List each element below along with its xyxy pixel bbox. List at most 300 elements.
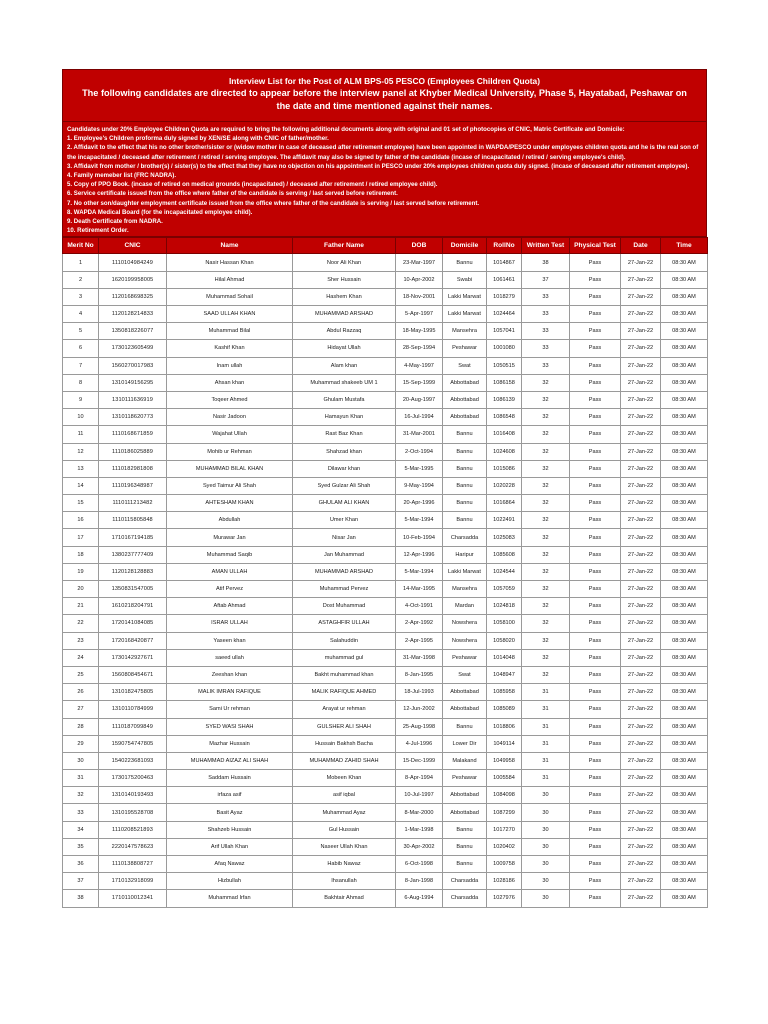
table-row: [63, 838, 708, 855]
cell-cnic: 1560808454671: [99, 666, 167, 683]
cell-merit-no: 34: [63, 821, 99, 838]
cell-physical-test: Pass: [570, 821, 621, 838]
table-row: [63, 306, 708, 323]
cell-father-name: Hidayat Ullah: [293, 340, 396, 357]
cell-physical-test: Pass: [570, 701, 621, 718]
cell-merit-no: 12: [63, 443, 99, 460]
cell-date: 27-Jan-22: [621, 288, 661, 305]
cell-written-test: 30: [522, 890, 570, 907]
cell-roll-no: 1014048: [487, 649, 522, 666]
cell-written-test: 33: [522, 357, 570, 374]
cell-date: 27-Jan-22: [621, 598, 661, 615]
cell-dob: 6-Oct-1998: [396, 856, 443, 873]
note-line: 7. No other son/daughter employment certificate issued from the office where father of the candidate is serving / last served before retirement.: [67, 199, 480, 207]
cell-name: MUHAMMAD BILAL KHAN: [167, 460, 293, 477]
cell-merit-no: 21: [63, 598, 99, 615]
column-header-name: Name: [167, 238, 293, 254]
cell-merit-no: 31: [63, 770, 99, 787]
cell-time: 08:30 AM: [661, 271, 708, 288]
cell-physical-test: Pass: [570, 752, 621, 769]
cell-time: 08:30 AM: [661, 684, 708, 701]
cell-domicile: Nowshera: [443, 632, 487, 649]
cell-date: 27-Jan-22: [621, 409, 661, 426]
cell-father-name: MUHAMMAD ARSHAD: [293, 306, 396, 323]
cell-domicile: Charsadda: [443, 890, 487, 907]
cell-cnic: 1110168671859: [99, 426, 167, 443]
cell-roll-no: 1005584: [487, 770, 522, 787]
required-documents-notes: [63, 121, 706, 236]
cell-date: 27-Jan-22: [621, 340, 661, 357]
cell-time: 08:30 AM: [661, 598, 708, 615]
cell-date: 27-Jan-22: [621, 391, 661, 408]
cell-roll-no: 1086139: [487, 391, 522, 408]
cell-time: 08:30 AM: [661, 512, 708, 529]
cell-physical-test: Pass: [570, 546, 621, 563]
cell-time: 08:30 AM: [661, 804, 708, 821]
cell-roll-no: 1020402: [487, 838, 522, 855]
cell-father-name: Rast Baz Khan: [293, 426, 396, 443]
cell-written-test: 32: [522, 615, 570, 632]
cell-written-test: 32: [522, 495, 570, 512]
cell-date: 27-Jan-22: [621, 426, 661, 443]
cell-roll-no: 1061461: [487, 271, 522, 288]
cell-dob: 4-May-1997: [396, 357, 443, 374]
cell-domicile: Malakand: [443, 752, 487, 769]
cell-time: 08:30 AM: [661, 340, 708, 357]
cell-cnic: 1110187099849: [99, 718, 167, 735]
cell-domicile: Abbottabad: [443, 804, 487, 821]
cell-father-name: Gul Hussain: [293, 821, 396, 838]
table-row: [63, 546, 708, 563]
cell-merit-no: 38: [63, 890, 99, 907]
cell-father-name: Mobeen Khan: [293, 770, 396, 787]
cell-date: 27-Jan-22: [621, 323, 661, 340]
cell-dob: 10-Feb-1994: [396, 529, 443, 546]
cell-date: 27-Jan-22: [621, 254, 661, 271]
cell-domicile: Charsadda: [443, 529, 487, 546]
cell-physical-test: Pass: [570, 873, 621, 890]
note-line: 6. Service certificate issued from the office where father of the candidate is serving / last served before retirement.: [67, 190, 398, 198]
cell-time: 08:30 AM: [661, 306, 708, 323]
note-line: 9. Death Certificate from NADRA.: [67, 218, 163, 226]
cell-roll-no: 1087299: [487, 804, 522, 821]
cell-written-test: 30: [522, 873, 570, 890]
cell-dob: 10-Jul-1997: [396, 787, 443, 804]
table-row: [63, 821, 708, 838]
cell-time: 08:30 AM: [661, 529, 708, 546]
cell-date: 27-Jan-22: [621, 752, 661, 769]
cell-dob: 2-Apr-1992: [396, 615, 443, 632]
cell-written-test: 33: [522, 323, 570, 340]
cell-domicile: Bannu: [443, 821, 487, 838]
cell-dob: 8-Apr-1994: [396, 770, 443, 787]
cell-written-test: 32: [522, 477, 570, 494]
cell-domicile: Charsadda: [443, 873, 487, 890]
cell-name: Muhammad Irfan: [167, 890, 293, 907]
cell-physical-test: Pass: [570, 735, 621, 752]
cell-name: Hizbullah: [167, 873, 293, 890]
cell-physical-test: Pass: [570, 443, 621, 460]
note-line: 5. Copy of PPO Book. (incase of retired on medical grounds (incapacitated) / deceased after retirement / retired employee child).: [67, 181, 438, 189]
table-row: [63, 426, 708, 443]
cell-cnic: 1720141084085: [99, 615, 167, 632]
table-row: [63, 649, 708, 666]
cell-date: 27-Jan-22: [621, 563, 661, 580]
cell-physical-test: Pass: [570, 598, 621, 615]
cell-date: 27-Jan-22: [621, 632, 661, 649]
cell-cnic: 1540223681093: [99, 752, 167, 769]
cell-merit-no: 29: [63, 735, 99, 752]
cell-physical-test: Pass: [570, 615, 621, 632]
table-row: [63, 495, 708, 512]
cell-name: SAAD ULLAH KHAN: [167, 306, 293, 323]
cell-roll-no: 1048947: [487, 666, 522, 683]
cell-date: 27-Jan-22: [621, 787, 661, 804]
cell-name: Kashif Khan: [167, 340, 293, 357]
cell-time: 08:30 AM: [661, 546, 708, 563]
interview-list-sheet: [62, 69, 707, 908]
cell-father-name: Alam khan: [293, 357, 396, 374]
cell-physical-test: Pass: [570, 340, 621, 357]
cell-physical-test: Pass: [570, 288, 621, 305]
cell-time: 08:30 AM: [661, 581, 708, 598]
cell-dob: 5-Mar-1994: [396, 563, 443, 580]
cell-domicile: Abbottabad: [443, 391, 487, 408]
cell-physical-test: Pass: [570, 512, 621, 529]
cell-cnic: 1310110784999: [99, 701, 167, 718]
cell-father-name: Dilawar khan: [293, 460, 396, 477]
cell-cnic: 1110115805848: [99, 512, 167, 529]
table-row: [63, 323, 708, 340]
column-header-date: Date: [621, 238, 661, 254]
table-row: [63, 718, 708, 735]
cell-name: Mohib ur Rehman: [167, 443, 293, 460]
cell-domicile: Peshawar: [443, 649, 487, 666]
cell-time: 08:30 AM: [661, 288, 708, 305]
cell-date: 27-Jan-22: [621, 615, 661, 632]
cell-time: 08:30 AM: [661, 460, 708, 477]
cell-domicile: Peshawar: [443, 770, 487, 787]
cell-dob: 4-Jul-1996: [396, 735, 443, 752]
cell-merit-no: 6: [63, 340, 99, 357]
cell-father-name: Ghulam Mustafa: [293, 391, 396, 408]
cell-time: 08:30 AM: [661, 323, 708, 340]
cell-domicile: Bannu: [443, 426, 487, 443]
cell-father-name: GULSHER ALI SHAH: [293, 718, 396, 735]
cell-dob: 18-May-1995: [396, 323, 443, 340]
table-row: [63, 581, 708, 598]
cell-merit-no: 27: [63, 701, 99, 718]
header-block: [62, 69, 707, 237]
cell-domicile: Lakki Marwat: [443, 563, 487, 580]
cell-name: Shahzeb Hussain: [167, 821, 293, 838]
cell-written-test: 30: [522, 821, 570, 838]
cell-merit-no: 10: [63, 409, 99, 426]
cell-time: 08:30 AM: [661, 838, 708, 855]
cell-merit-no: 4: [63, 306, 99, 323]
table-row: [63, 563, 708, 580]
cell-domicile: Swabi: [443, 271, 487, 288]
cell-date: 27-Jan-22: [621, 838, 661, 855]
cell-time: 08:30 AM: [661, 821, 708, 838]
cell-time: 08:30 AM: [661, 718, 708, 735]
cell-roll-no: 1027976: [487, 890, 522, 907]
cell-name: Wajahat Ullah: [167, 426, 293, 443]
note-line: Candidates under 20% Employee Children Quota are required to bring the following additional documents along with original and 01 set of photocopies of CNIC, Matric Certificate and Domicile:: [67, 126, 625, 133]
cell-time: 08:30 AM: [661, 357, 708, 374]
cell-date: 27-Jan-22: [621, 460, 661, 477]
cell-father-name: GHULAM ALI KHAN: [293, 495, 396, 512]
cell-dob: 30-Apr-2002: [396, 838, 443, 855]
cell-dob: 8-Jan-1995: [396, 666, 443, 683]
table-row: [63, 357, 708, 374]
cell-cnic: 1730123605499: [99, 340, 167, 357]
cell-written-test: 31: [522, 684, 570, 701]
cell-father-name: Umer Khan: [293, 512, 396, 529]
cell-cnic: 1590754747805: [99, 735, 167, 752]
cell-father-name: asif iqbal: [293, 787, 396, 804]
cell-roll-no: 1084098: [487, 787, 522, 804]
cell-date: 27-Jan-22: [621, 495, 661, 512]
cell-dob: 5-Mar-1994: [396, 512, 443, 529]
cell-physical-test: Pass: [570, 770, 621, 787]
cell-written-test: 32: [522, 409, 570, 426]
cell-dob: 16-Jul-1994: [396, 409, 443, 426]
cell-physical-test: Pass: [570, 271, 621, 288]
cell-dob: 2-Oct-1994: [396, 443, 443, 460]
cell-cnic: 1110111213482: [99, 495, 167, 512]
cell-date: 27-Jan-22: [621, 477, 661, 494]
table-row: [63, 890, 708, 907]
cell-cnic: 1710110012341: [99, 890, 167, 907]
cell-time: 08:30 AM: [661, 666, 708, 683]
cell-dob: 25-Aug-1998: [396, 718, 443, 735]
cell-cnic: 1110104984249: [99, 254, 167, 271]
cell-date: 27-Jan-22: [621, 770, 661, 787]
cell-physical-test: Pass: [570, 426, 621, 443]
table-row: [63, 340, 708, 357]
cell-father-name: Bakhtair Ahmad: [293, 890, 396, 907]
cell-physical-test: Pass: [570, 787, 621, 804]
cell-date: 27-Jan-22: [621, 873, 661, 890]
cell-merit-no: 20: [63, 581, 99, 598]
cell-dob: 15-Dec-1999: [396, 752, 443, 769]
cell-merit-no: 26: [63, 684, 99, 701]
cell-merit-no: 22: [63, 615, 99, 632]
candidates-table: [62, 237, 708, 907]
cell-roll-no: 1009758: [487, 856, 522, 873]
cell-date: 27-Jan-22: [621, 529, 661, 546]
title-line-3: the date and time mentioned against their names.: [276, 101, 493, 111]
cell-time: 08:30 AM: [661, 873, 708, 890]
cell-name: Zeeshan khan: [167, 666, 293, 683]
cell-time: 08:30 AM: [661, 890, 708, 907]
cell-time: 08:30 AM: [661, 426, 708, 443]
cell-father-name: MUHAMMAD ZAHID SHAH: [293, 752, 396, 769]
cell-merit-no: 19: [63, 563, 99, 580]
cell-name: Toqeer Ahmed: [167, 391, 293, 408]
column-header-dob: DOB: [396, 238, 443, 254]
cell-written-test: 32: [522, 443, 570, 460]
column-header-domicile: Domicile: [443, 238, 487, 254]
cell-dob: 12-Jun-2002: [396, 701, 443, 718]
cell-written-test: 32: [522, 598, 570, 615]
table-row: [63, 374, 708, 391]
cell-name: Nasir Jadoon: [167, 409, 293, 426]
cell-roll-no: 1028186: [487, 873, 522, 890]
cell-time: 08:30 AM: [661, 563, 708, 580]
cell-written-test: 31: [522, 718, 570, 735]
cell-roll-no: 1014867: [487, 254, 522, 271]
table-row: [63, 288, 708, 305]
cell-merit-no: 32: [63, 787, 99, 804]
cell-dob: 6-Aug-1994: [396, 890, 443, 907]
cell-domicile: Lakki Marwat: [443, 306, 487, 323]
cell-roll-no: 1024818: [487, 598, 522, 615]
table-row: [63, 477, 708, 494]
cell-cnic: 2220147578623: [99, 838, 167, 855]
cell-domicile: Bannu: [443, 443, 487, 460]
cell-cnic: 1610218204791: [99, 598, 167, 615]
cell-domicile: Swat: [443, 666, 487, 683]
cell-written-test: 38: [522, 254, 570, 271]
table-row: [63, 856, 708, 873]
cell-roll-no: 1049958: [487, 752, 522, 769]
table-body: [63, 254, 708, 907]
cell-written-test: 32: [522, 460, 570, 477]
cell-merit-no: 14: [63, 477, 99, 494]
cell-domicile: Haripur: [443, 546, 487, 563]
column-header-roll-no: RollNo: [487, 238, 522, 254]
cell-roll-no: 1086158: [487, 374, 522, 391]
cell-domicile: Bannu: [443, 495, 487, 512]
cell-merit-no: 1: [63, 254, 99, 271]
table-row: [63, 409, 708, 426]
cell-roll-no: 1050515: [487, 357, 522, 374]
cell-name: Ahsan khan: [167, 374, 293, 391]
cell-domicile: Abbottabad: [443, 787, 487, 804]
cell-written-test: 32: [522, 649, 570, 666]
cell-father-name: Ihsanullah: [293, 873, 396, 890]
cell-time: 08:30 AM: [661, 374, 708, 391]
cell-name: Afaq Nawaz: [167, 856, 293, 873]
cell-name: Muhammad Bilal: [167, 323, 293, 340]
cell-merit-no: 36: [63, 856, 99, 873]
cell-roll-no: 1085089: [487, 701, 522, 718]
cell-merit-no: 16: [63, 512, 99, 529]
cell-date: 27-Jan-22: [621, 581, 661, 598]
note-line: 8. WAPDA Medical Board (for the incapacitated employee child).: [67, 208, 253, 216]
cell-physical-test: Pass: [570, 563, 621, 580]
cell-physical-test: Pass: [570, 477, 621, 494]
cell-domicile: Abbottabad: [443, 374, 487, 391]
cell-domicile: Mansehra: [443, 323, 487, 340]
cell-roll-no: 1018279: [487, 288, 522, 305]
cell-domicile: Lower Dir: [443, 735, 487, 752]
cell-physical-test: Pass: [570, 409, 621, 426]
cell-name: Muhammad Saqib: [167, 546, 293, 563]
cell-father-name: MUHAMMAD ARSHAD: [293, 563, 396, 580]
cell-roll-no: 1020228: [487, 477, 522, 494]
cell-physical-test: Pass: [570, 666, 621, 683]
cell-name: Abdullah: [167, 512, 293, 529]
cell-time: 08:30 AM: [661, 615, 708, 632]
cell-written-test: 32: [522, 666, 570, 683]
cell-domicile: Bannu: [443, 512, 487, 529]
table-row: [63, 391, 708, 408]
cell-name: Arif Ullah Khan: [167, 838, 293, 855]
cell-roll-no: 1085958: [487, 684, 522, 701]
note-line: 2. Affidavit to the effect that his no other brother/sister or (widow mother in case of deceased after retirement employee) have been appointed in WAPDA/PESCO under employees children quota and he is the real son of the incapacitated / deceased after retirement / retired / serving employee. The affidavit may also be signed by father of the candidate (incase of incapacitated / retired / serving employee's child).: [67, 144, 699, 161]
cell-date: 27-Jan-22: [621, 357, 661, 374]
cell-roll-no: 1049114: [487, 735, 522, 752]
cell-cnic: 1110186025889: [99, 443, 167, 460]
cell-time: 08:30 AM: [661, 649, 708, 666]
cell-physical-test: Pass: [570, 357, 621, 374]
cell-time: 08:30 AM: [661, 409, 708, 426]
cell-roll-no: 1022491: [487, 512, 522, 529]
cell-merit-no: 25: [63, 666, 99, 683]
cell-date: 27-Jan-22: [621, 443, 661, 460]
cell-roll-no: 1085608: [487, 546, 522, 563]
cell-name: Syed Taimur Ali Shah: [167, 477, 293, 494]
cell-roll-no: 1057041: [487, 323, 522, 340]
cell-written-test: 32: [522, 512, 570, 529]
cell-written-test: 33: [522, 288, 570, 305]
table-row: [63, 787, 708, 804]
cell-cnic: 1380237777409: [99, 546, 167, 563]
note-line: 4. Family memeber list (FRC NADRA).: [67, 172, 177, 180]
table-row: [63, 443, 708, 460]
cell-cnic: 1310182475805: [99, 684, 167, 701]
cell-name: saeed ullah: [167, 649, 293, 666]
cell-dob: 31-Mar-1998: [396, 649, 443, 666]
cell-written-test: 31: [522, 735, 570, 752]
cell-father-name: Salahuddin: [293, 632, 396, 649]
cell-domicile: Mardan: [443, 598, 487, 615]
table-row: [63, 512, 708, 529]
cell-cnic: 1120128214833: [99, 306, 167, 323]
cell-father-name: Hussain Bakhsh Bacha: [293, 735, 396, 752]
cell-dob: 15-Sep-1999: [396, 374, 443, 391]
cell-merit-no: 18: [63, 546, 99, 563]
cell-roll-no: 1001080: [487, 340, 522, 357]
cell-dob: 2-Apr-1995: [396, 632, 443, 649]
cell-domicile: Mansehra: [443, 581, 487, 598]
cell-written-test: 30: [522, 787, 570, 804]
cell-physical-test: Pass: [570, 804, 621, 821]
cell-cnic: 1560270017983: [99, 357, 167, 374]
title-line-2: The following candidates are directed to appear before the interview panel at Khyber Medical University, Phase 5, Hayatabad, Peshawar on: [82, 88, 687, 98]
cell-physical-test: Pass: [570, 460, 621, 477]
cell-domicile: Nowshera: [443, 615, 487, 632]
cell-cnic: 1730142927671: [99, 649, 167, 666]
cell-physical-test: Pass: [570, 374, 621, 391]
cell-cnic: 1710132918099: [99, 873, 167, 890]
cell-date: 27-Jan-22: [621, 804, 661, 821]
cell-name: SYED WASI SHAH: [167, 718, 293, 735]
cell-name: Hilal Ahmad: [167, 271, 293, 288]
cell-father-name: Naseer Ullah Khan: [293, 838, 396, 855]
column-header-physical-test: Physical Test: [570, 238, 621, 254]
cell-merit-no: 15: [63, 495, 99, 512]
cell-date: 27-Jan-22: [621, 890, 661, 907]
cell-date: 27-Jan-22: [621, 271, 661, 288]
cell-merit-no: 3: [63, 288, 99, 305]
cell-physical-test: Pass: [570, 581, 621, 598]
cell-name: AHTESHAM KHAN: [167, 495, 293, 512]
cell-physical-test: Pass: [570, 254, 621, 271]
